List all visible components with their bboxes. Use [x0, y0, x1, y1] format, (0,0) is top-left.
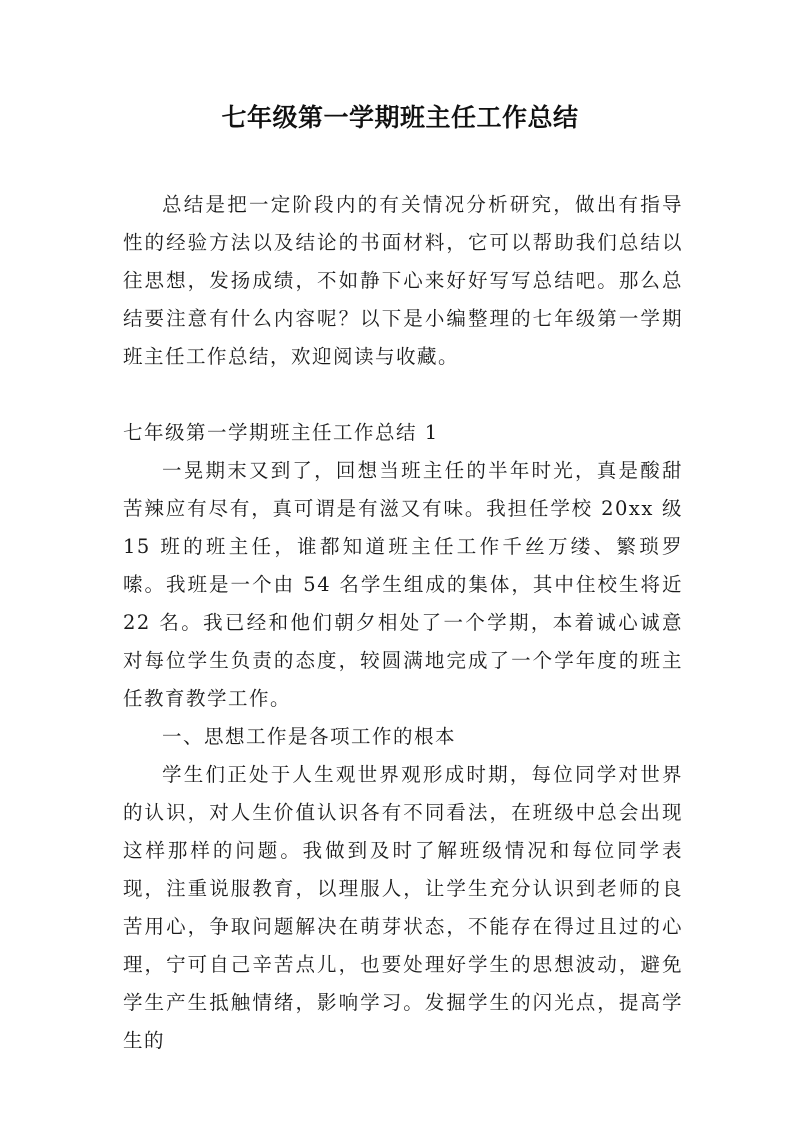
paragraph-spacer — [123, 376, 683, 414]
section-heading-1: 一、思想工作是各项工作的根本 — [162, 725, 457, 748]
document-title: 七年级第一学期班主任工作总结 — [221, 103, 579, 132]
document-body — [123, 186, 683, 1060]
body-paragraph-1: 一晃期末又到了，回想当班主任的半年时光，真是酸甜苦辣应有尽有，真可谓是有滋又有味。我担任学校 20xx 级 15 班的班主任，谁都知道班主任工作千丝万缕、繁琐罗嗦。我班是一个由 54 名学生组成的集体，其中住校生将近 22 名。我已经和他们朝夕相处了一个学期，本着诚心诚意对每位学生负责的态度，较圆满地完成了一个学年度的班主任教育教学工作。 — [123, 459, 683, 710]
section-title: 七年级第一学期班主任工作总结 1 — [123, 421, 439, 444]
intro-paragraph: 总结是把一定阶段内的有关情况分析研究，做出有指导性的经验方法以及结论的书面材料，它可以帮助我们总结以往思想，发扬成绩，不如静下心来好好写写总结吧。那么总结要注意有什么内容呢？以下是小编整理的七年级第一学期班主任工作总结，欢迎阅读与收藏。 — [123, 193, 683, 368]
body-paragraph-2: 学生们正处于人生观世界观形成时期，每位同学对世界的认识，对人生价值认识各有不同看法，在班级中总会出现这样那样的问题。我做到及时了解班级情况和每位同学表现，注重说服教育，以理服人，让学生充分认识到老师的良苦用心，争取问题解决在萌芽状态，不能存在得过且过的心理，宁可自己辛苦点儿，也要处理好学生的思想波动，避免学生产生抵触情绪，影响学习。发掘学生的闪光点，提高学生的 — [123, 763, 683, 1052]
